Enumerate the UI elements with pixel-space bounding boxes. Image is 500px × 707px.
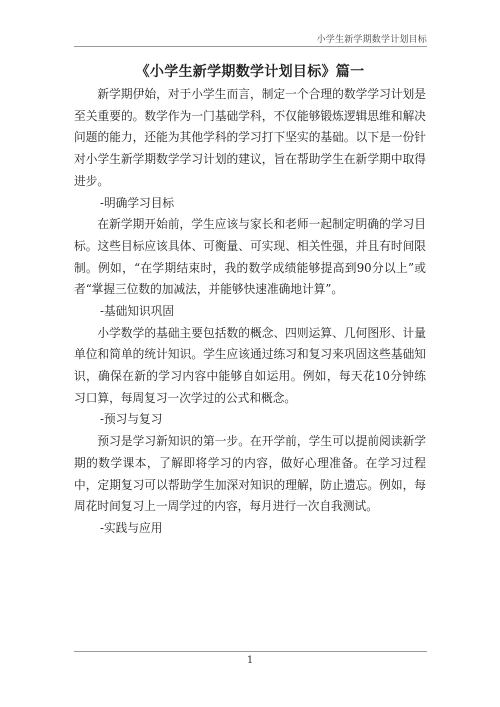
section-heading-practice: -实践与应用	[100, 520, 163, 535]
document-title: 《小学生新学期数学计划目标》篇一	[135, 64, 365, 80]
intro-paragraph: 新学期伊始，对于小学生而言，制定一个合理的数学学习计划是至关重要的。数学作为一门基础学科，不仅能够锻炼逻辑思维和解决问题的能力，还能为其他学科的学习打下坚实的基础。以下是一份针对小学生新学期数学学习计划的建议，旨在帮助学生在新学期中取得进步。	[74, 87, 426, 188]
section-heading-goals: -明确学习目标	[100, 195, 175, 210]
paragraph-goals: 在新学期开始前，学生应该与家长和老师一起制定明确的学习目标。这些目标应该具体、可衡量、可实现、相关性强，并且有时间限制。例如，“在学期结束时，我的数学成绩能够提高到90分以上”或者“掌握三位数的加减法，并能够快速准确地计算”。	[74, 217, 426, 297]
page-number: 1	[246, 655, 254, 666]
section-heading-preview-review: -预习与复习	[100, 412, 163, 427]
paragraph-basics: 小学数学的基础主要包括数的概念、四则运算、几何图形、计量单位和简单的统计知识。学生应该通过练习和复习来巩固这些基础知识，确保在新的学习内容中能够自如运用。例如，每天花10分钟练习口算，每周复习一次学过的公式和概念。	[74, 325, 426, 405]
running-header: 小学生新学期数学计划目标	[316, 35, 427, 45]
section-heading-basics: -基础知识巩固	[100, 303, 175, 318]
footer-divider	[74, 651, 427, 652]
paragraph-preview-review: 预习是学习新知识的第一步。在开学前，学生可以提前阅读新学期的数学课本，了解即将学习的内容，做好心理准备。在学习过程中，定期复习可以帮助学生加深对知识的理解，防止遗忘。例如，每周花时间复习上一周学过的内容，每月进行一次自我测试。	[74, 434, 426, 514]
document-body	[74, 60, 426, 540]
header-divider	[74, 46, 427, 47]
